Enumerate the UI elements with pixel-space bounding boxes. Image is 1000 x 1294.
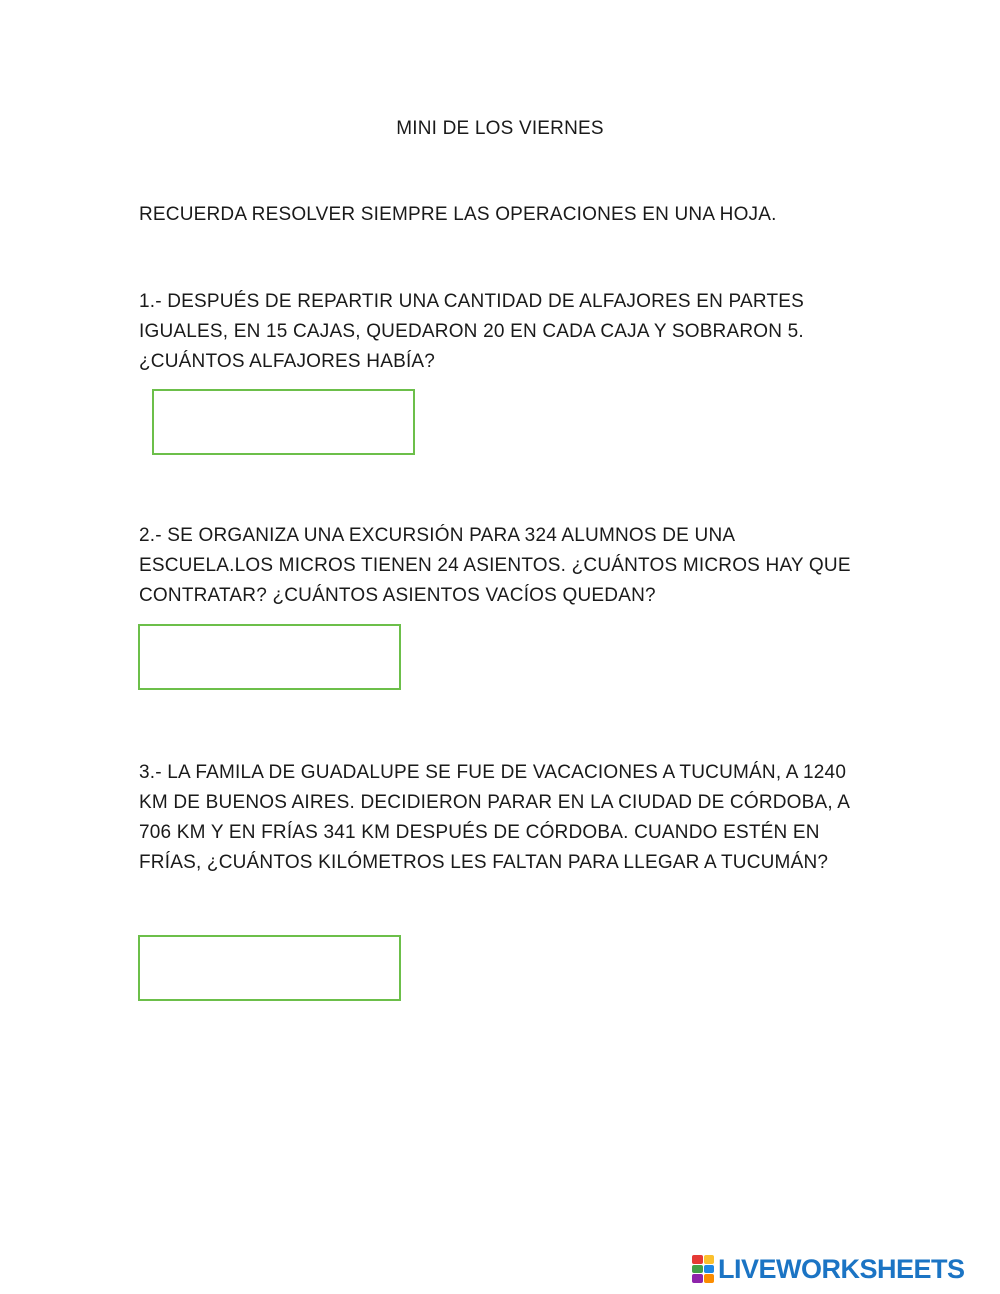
page-title: MINI DE LOS VIERNES [396, 118, 604, 139]
question-line: ¿CUÁNTOS ALFAJORES HABÍA? [139, 351, 436, 372]
question-line: 706 KM Y EN FRÍAS 341 KM DESPUÉS DE CÓRDOBA. CUANDO ESTÉN EN [139, 822, 820, 843]
answer-input-1[interactable] [152, 389, 415, 455]
logo-tile [704, 1274, 715, 1283]
logo-tile [704, 1255, 715, 1264]
question-2 [139, 521, 879, 611]
liveworksheets-logo-icon [692, 1255, 714, 1283]
question-3 [139, 758, 879, 878]
question-line: FRÍAS, ¿CUÁNTOS KILÓMETROS LES FALTAN PARA LLEGAR A TUCUMÁN? [139, 852, 829, 873]
question-1 [139, 287, 879, 377]
answer-input-2[interactable] [138, 624, 401, 690]
logo-tile [692, 1274, 703, 1283]
liveworksheets-logo [692, 1254, 965, 1284]
logo-tile [704, 1265, 715, 1274]
question-line: 3.- LA FAMILA DE GUADALUPE SE FUE DE VACACIONES A TUCUMÁN, A 1240 [139, 762, 847, 783]
logo-tile [692, 1265, 703, 1274]
instruction-text: RECUERDA RESOLVER SIEMPRE LAS OPERACIONES EN UNA HOJA. [139, 204, 777, 225]
question-line: KM DE BUENOS AIRES. DECIDIERON PARAR EN LA CIUDAD DE CÓRDOBA, A [139, 792, 851, 813]
logo-text: LIVEWORKSHEETS [718, 1253, 965, 1284]
answer-input-3[interactable] [138, 935, 401, 1001]
question-line: CONTRATAR? ¿CUÁNTOS ASIENTOS VACÍOS QUEDAN? [139, 585, 656, 606]
question-line: IGUALES, EN 15 CAJAS, QUEDARON 20 EN CADA CAJA Y SOBRARON 5. [139, 321, 804, 342]
question-line: 2.- SE ORGANIZA UNA EXCURSIÓN PARA 324 ALUMNOS DE UNA [139, 525, 736, 546]
question-line: 1.- DESPUÉS DE REPARTIR UNA CANTIDAD DE ALFAJORES EN PARTES [139, 291, 804, 312]
logo-tile [692, 1255, 703, 1264]
question-line: ESCUELA.LOS MICROS TIENEN 24 ASIENTOS. ¿CUÁNTOS MICROS HAY QUE [139, 555, 851, 576]
